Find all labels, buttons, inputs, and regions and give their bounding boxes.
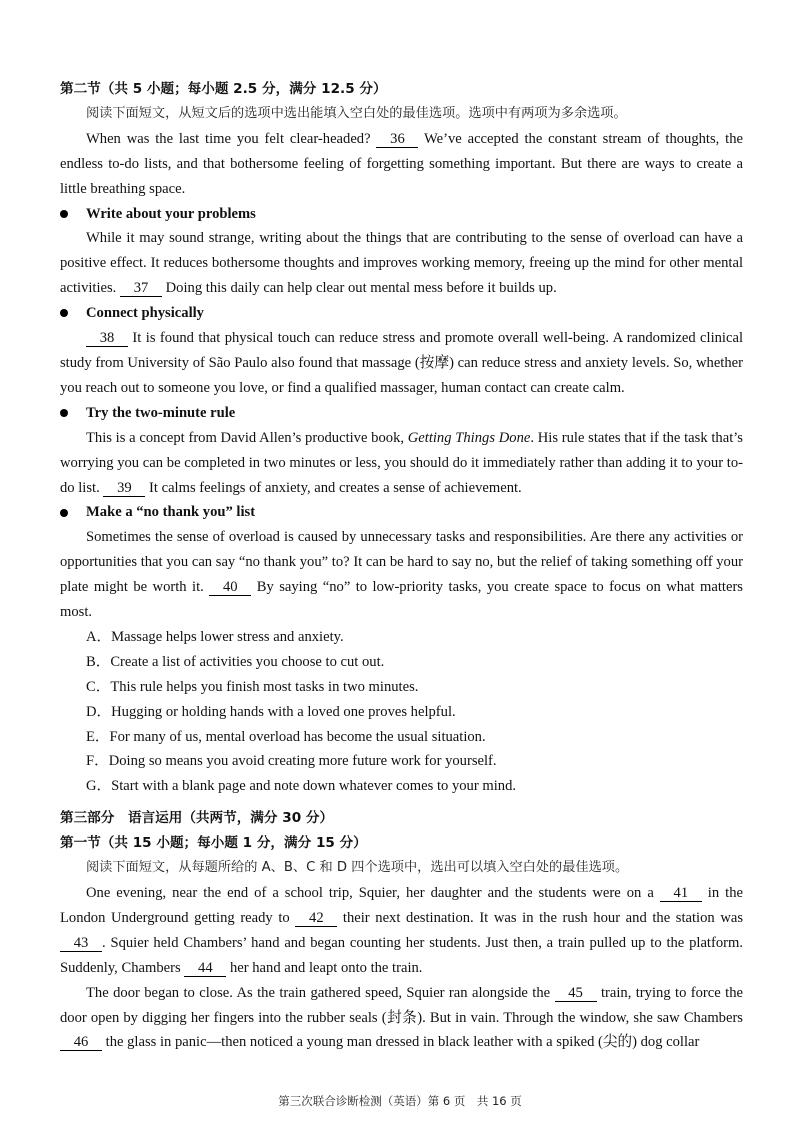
document-body <box>60 77 743 1055</box>
instruction <box>60 856 743 881</box>
text: C．This rule helps you finish most tasks in two minutes. <box>86 678 419 695</box>
section-heading <box>60 806 743 831</box>
answer-option <box>60 650 743 675</box>
text: 阅读下面短文，从每题所给的 A、B、C 和 D 四个选项中，选出可以填入空白处的最佳选项。 <box>86 860 629 876</box>
answer-blank: 43 <box>60 936 102 952</box>
paragraph <box>60 525 743 625</box>
answer-option <box>60 625 743 650</box>
answer-option <box>60 749 743 774</box>
text: A．Massage helps lower stress and anxiety. <box>86 628 344 645</box>
instruction <box>60 102 743 127</box>
section-heading <box>60 77 743 102</box>
answer-blank: 40 <box>209 580 251 596</box>
text: Doing this daily can help clear out mental mess before it builds up. <box>161 280 557 297</box>
text: We’ve accepted the constant stream of thoughts, the endless to-do lists, and that bothersome feeling of forgetting something important. But there are ways to create a little breathing space. <box>60 130 743 197</box>
text: This is a concept from David Allen’s productive book, <box>86 429 408 446</box>
text: 第一节（共 15 小题；每小题 1 分，满分 15 分） <box>60 835 367 852</box>
answer-blank: 38 <box>86 331 128 347</box>
text: Write about your problems <box>86 205 256 222</box>
text: her hand and leapt onto the train. <box>226 959 423 976</box>
text: When was the last time you felt clear-headed? <box>86 130 377 147</box>
text: Sometimes the sense of overload is caused by unnecessary tasks and responsibilities. Are there any activities or opportunities that you can say “no thank you” to? It can be hard to say no, but the relief of taking something off your plate might be worth it. <box>60 529 743 596</box>
answer-option <box>60 774 743 799</box>
bullet-icon <box>60 409 68 417</box>
section-heading <box>60 831 743 856</box>
text: By saying “no” to low-priority tasks, you create space to focus on what matters most. <box>60 579 743 621</box>
answer-blank: 44 <box>184 961 226 977</box>
answer-blank: 45 <box>555 986 597 1002</box>
text: the glass in panic—then noticed a young man dressed in black leather with a spiked (尖的) dog collar <box>102 1034 700 1051</box>
text: The door began to close. As the train gathered speed, Squier ran alongside the <box>86 984 555 1001</box>
answer-blank: 36 <box>376 132 418 148</box>
bullet-icon <box>60 210 68 218</box>
page-footer: 第三次联合诊断检测（英语）第 6 页 共 16 页 <box>278 1094 522 1108</box>
answer-option <box>60 700 743 725</box>
text: Connect physically <box>86 305 204 322</box>
text: Try the two-minute rule <box>86 404 236 421</box>
paragraph <box>60 881 743 981</box>
text: F．Doing so means you avoid creating more future work for yourself. <box>86 753 497 770</box>
text: their next destination. It was in the rush hour and the station was <box>337 909 744 926</box>
text: . His rule states that if the task that’s worrying you can be completed in two minutes or less, you should do it immediately rather than adding it to your to-do list. <box>60 429 743 496</box>
paragraph <box>60 326 743 401</box>
answer-blank: 46 <box>60 1035 102 1051</box>
bullet-icon <box>60 509 68 517</box>
subheading <box>60 401 743 426</box>
text: in the London Underground getting ready to <box>60 885 743 926</box>
text: One evening, near the end of a school trip, Squier, her daughter and the students were on a <box>86 885 660 901</box>
answer-blank: 41 <box>660 886 702 902</box>
paragraph <box>60 981 743 1056</box>
answer-blank: 37 <box>120 281 162 297</box>
text: E．For many of us, mental overload has become the usual situation. <box>86 728 486 745</box>
subheading <box>60 301 743 326</box>
subheading <box>60 500 743 525</box>
text: D．Hugging or holding hands with a loved one proves helpful. <box>86 703 456 720</box>
text: It calms feelings of anxiety, and creates a sense of achievement. <box>145 479 522 496</box>
answer-option <box>60 725 743 750</box>
text: B．Create a list of activities you choose to cut out. <box>86 653 385 670</box>
text: G．Start with a blank page and note down whatever comes to your mind. <box>86 778 517 795</box>
subheading <box>60 202 743 227</box>
text: train, trying to force the door open by digging her fingers into the rubber seals (封条). But in vain. Through the window, she saw Chambers <box>60 984 743 1026</box>
book-title: Getting Things Done <box>407 429 531 446</box>
bullet-icon <box>60 309 68 317</box>
answer-blank: 42 <box>295 911 337 927</box>
paragraph <box>60 426 743 501</box>
text: 阅读下面短文，从短文后的选项中选出能填入空白处的最佳选项。选项中有两项为多余选项。 <box>86 105 627 121</box>
text: . Squier held Chambers’ hand and began counting her students. Just then, a train pulled up to the platform. Suddenly, Chambers <box>60 934 743 976</box>
text: 第二节（共 5 小题；每小题 2.5 分，满分 12.5 分） <box>60 81 387 97</box>
text: Make a “no thank you” list <box>86 504 256 521</box>
paragraph <box>60 226 743 301</box>
paragraph <box>60 127 743 202</box>
text: It is found that physical touch can reduce stress and promote overall well-being. A randomized clinical study from University of São Paulo also found that massage (按摩) can reduce stress and anxiety levels. So, whether you reach out to someone you love, or find a qualified massager, human contact can create calm. <box>60 330 743 396</box>
answer-option <box>60 675 743 700</box>
text: While it may sound strange, writing about the things that are contributing to the sense of overload can have a positive effect. It reduces bothersome thoughts and improves working memory, freeing up the mind for other mental activities. <box>60 230 743 297</box>
answer-blank: 39 <box>103 481 145 497</box>
text: 第三部分 语言运用（共两节，满分 30 分） <box>60 810 334 827</box>
